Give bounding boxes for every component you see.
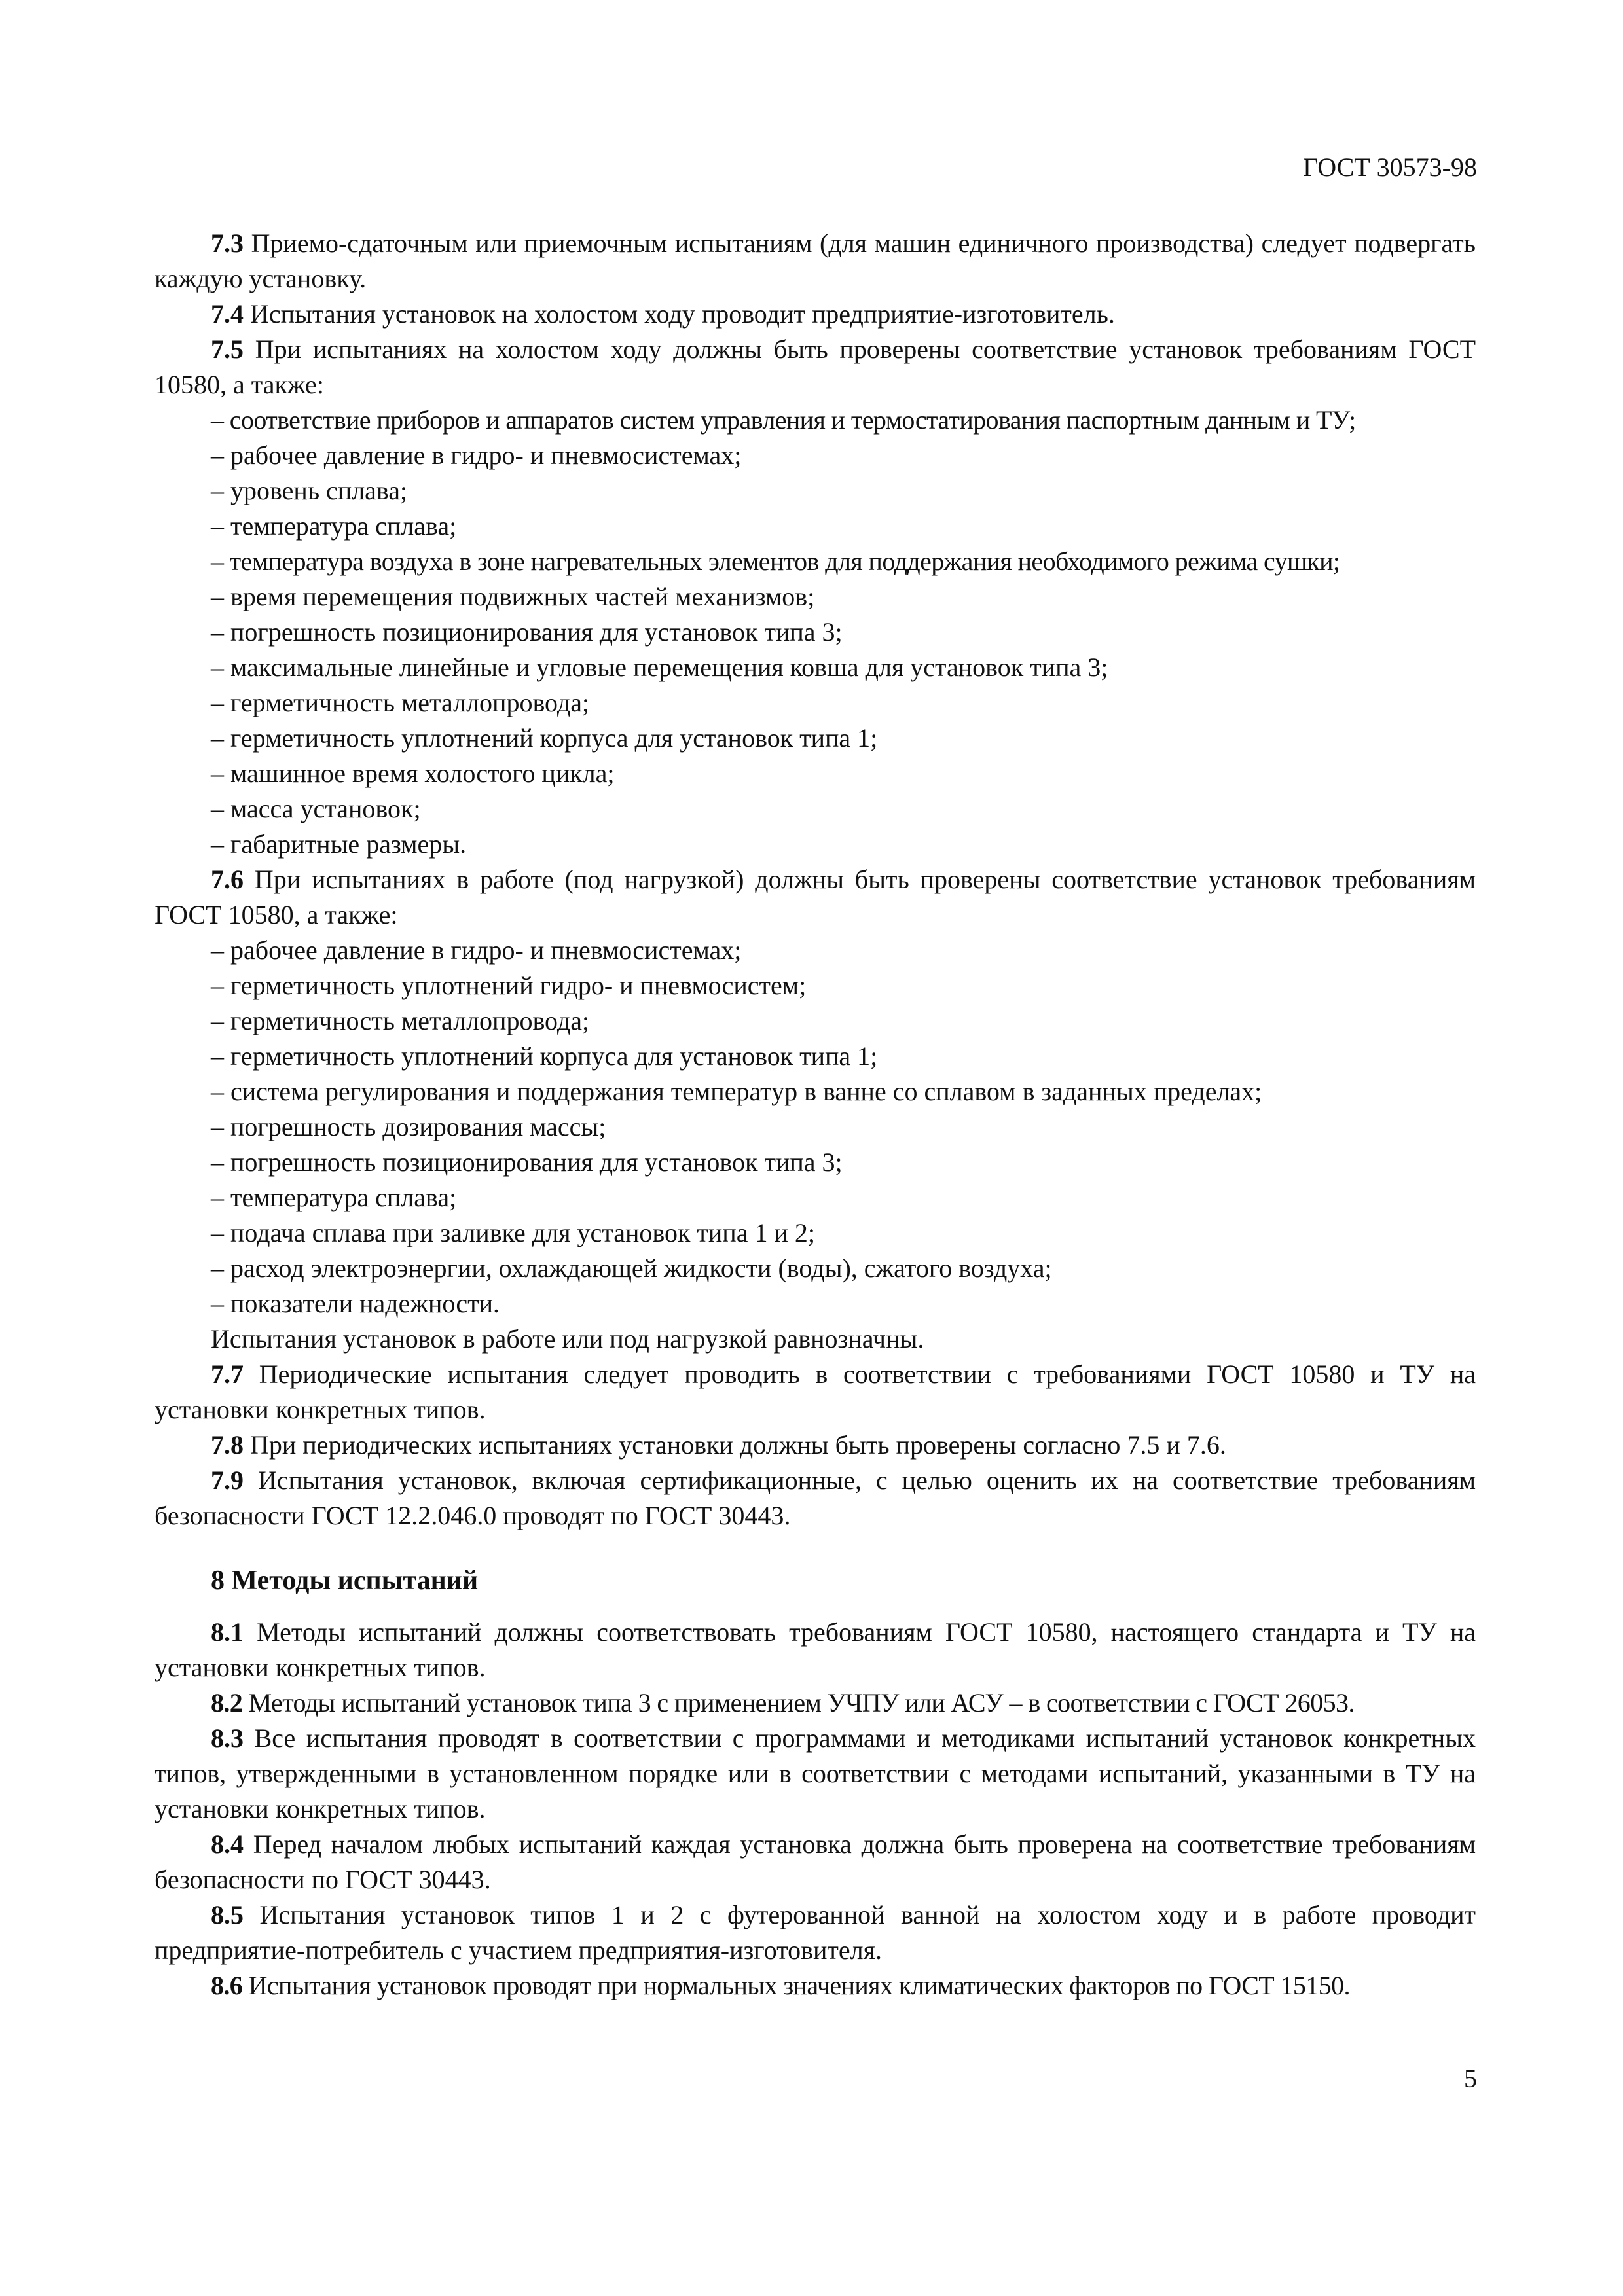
clause-number: 7.5 xyxy=(211,334,244,364)
list-item: – температура воздуха в зоне нагревательных элементов для поддержания необходимого режима сушки; xyxy=(211,547,1340,576)
list-item: – погрешность позиционирования для установок типа 3; xyxy=(211,1147,843,1177)
clause-number: 8.4 xyxy=(211,1829,244,1859)
paragraph-7-9 xyxy=(155,1463,1476,1534)
list-item: – подача сплава при заливке для установок типа 1 и 2; xyxy=(211,1218,815,1247)
list-item: – герметичность уплотнений корпуса для установок типа 1; xyxy=(211,1041,878,1071)
paragraph-7-3 xyxy=(155,226,1476,296)
list-item: – уровень сплава; xyxy=(211,476,408,505)
list-item: – герметичность металлопровода; xyxy=(211,1006,590,1035)
paragraph-7-6 xyxy=(155,862,1476,933)
list-item: – герметичность уплотнений гидро- и пневмосистем; xyxy=(211,971,807,1000)
clause-number: 8.3 xyxy=(211,1723,244,1753)
clause-number: 8.5 xyxy=(211,1900,244,1929)
list-item: – расход электроэнергии, охлаждающей жидкости (воды), сжатого воздуха; xyxy=(211,1253,1052,1283)
clause-number: 7.6 xyxy=(211,865,244,894)
paragraph-8-4 xyxy=(155,1827,1476,1897)
paragraph-text: Приемо-сдаточным или приемочным испытаниям (для машин единичного производства) следует подвергать каждую установку. xyxy=(155,228,1476,293)
list-item: – показатели надежности. xyxy=(211,1289,500,1318)
clause-number: 8.2 xyxy=(211,1688,243,1717)
list-item: – масса установок; xyxy=(211,794,421,823)
paragraph-text: Все испытания проводят в соответствии с программами и методиками испытаний установок конкретных типов, утвержденными в установленном порядке или в соответствии с методами испытаний, указанными в ТУ на установки конкретных типов. xyxy=(155,1723,1476,1823)
paragraph-8-6 xyxy=(155,1968,1476,2003)
paragraph-note: Испытания установок в работе или под нагрузкой равнозначны. xyxy=(211,1324,924,1354)
paragraph-8-3 xyxy=(155,1721,1476,1827)
paragraph-text: Испытания установок типов 1 и 2 с футерованной ванной на холостом ходу и в работе проводит предприятие-потребитель с участием предприятия-изготовителя. xyxy=(155,1900,1476,1965)
paragraph-text: Методы испытаний установок типа 3 с применением УЧПУ или АСУ – в соответствии с ГОСТ 26053. xyxy=(248,1688,1355,1717)
list-7-5 xyxy=(155,403,1476,862)
list-item: – погрешность позиционирования для установок типа 3; xyxy=(211,617,843,647)
paragraph-text: При испытаниях на холостом ходу должны быть проверены соответствие установок требованиям ГОСТ 10580, а также: xyxy=(155,334,1476,399)
list-item: – температура сплава; xyxy=(211,511,457,541)
paragraph-text: Испытания установок проводят при нормальных значениях климатических факторов по ГОСТ 15150. xyxy=(248,1971,1350,2000)
paragraph-7-4 xyxy=(155,296,1476,332)
list-item: – соответствие приборов и аппаратов систем управления и термостатирования паспортным данным и ТУ; xyxy=(211,405,1356,435)
clause-number: 7.4 xyxy=(211,299,244,329)
paragraph-text: Испытания установок, включая сертификационные, с целью оценить их на соответствие требованиям безопасности ГОСТ 12.2.046.0 проводят по ГОСТ 30443. xyxy=(155,1465,1476,1530)
list-item: – система регулирования и поддержания температур в ванне со сплавом в заданных пределах; xyxy=(211,1077,1262,1106)
paragraph-text: При периодических испытаниях установки должны быть проверены согласно 7.5 и 7.6. xyxy=(250,1430,1226,1460)
clause-number: 7.9 xyxy=(211,1465,244,1495)
list-item: – время перемещения подвижных частей механизмов; xyxy=(211,582,815,611)
list-item: – габаритные размеры. xyxy=(211,829,467,859)
list-item: – машинное время холостого цикла; xyxy=(211,759,615,788)
paragraph-8-2 xyxy=(155,1685,1476,1721)
clause-number: 7.8 xyxy=(211,1430,244,1460)
list-item: – рабочее давление в гидро- и пневмосистемах; xyxy=(211,440,742,470)
list-item: – температура сплава; xyxy=(211,1183,457,1212)
list-7-6 xyxy=(155,933,1476,1321)
paragraph-7-5 xyxy=(155,332,1476,403)
paragraph-8-5 xyxy=(155,1897,1476,1968)
paragraph-text: Методы испытаний должны соответствовать требованиям ГОСТ 10580, настоящего стандарта и ТУ на установки конкретных типов. xyxy=(155,1617,1476,1682)
list-item: – герметичность металлопровода; xyxy=(211,688,590,717)
paragraph-7-7 xyxy=(155,1357,1476,1427)
clause-number: 8.1 xyxy=(211,1617,244,1647)
clause-number: 8.6 xyxy=(211,1971,243,2000)
clause-number: 7.7 xyxy=(211,1359,244,1389)
paragraph-8-1 xyxy=(155,1615,1476,1685)
list-item: – максимальные линейные и угловые перемещения ковша для установок типа 3; xyxy=(211,653,1108,682)
clause-number: 7.3 xyxy=(211,228,244,258)
paragraph-7-8 xyxy=(155,1427,1476,1463)
list-item: – погрешность дозирования массы; xyxy=(211,1112,606,1141)
paragraph-text: Перед началом любых испытаний каждая установка должна быть проверена на соответствие требованиям безопасности по ГОСТ 30443. xyxy=(155,1829,1476,1894)
paragraph-text: При испытаниях в работе (под нагрузкой) должны быть проверены соответствие установок требованиям ГОСТ 10580, а также: xyxy=(155,865,1476,929)
paragraph-text: Испытания установок на холостом ходу проводит предприятие-изготовитель. xyxy=(250,299,1115,329)
page-number: 5 xyxy=(1464,2064,1477,2093)
list-item: – рабочее давление в гидро- и пневмосистемах; xyxy=(211,935,742,965)
paragraph-text: Периодические испытания следует проводить в соответствии с требованиями ГОСТ 10580 и ТУ на установки конкретных типов. xyxy=(155,1359,1476,1424)
document-code: ГОСТ 30573-98 xyxy=(1303,152,1477,182)
page-content xyxy=(155,226,1476,2003)
list-item: – герметичность уплотнений корпуса для установок типа 1; xyxy=(211,723,878,753)
section-heading: 8 Методы испытаний xyxy=(211,1566,479,1596)
